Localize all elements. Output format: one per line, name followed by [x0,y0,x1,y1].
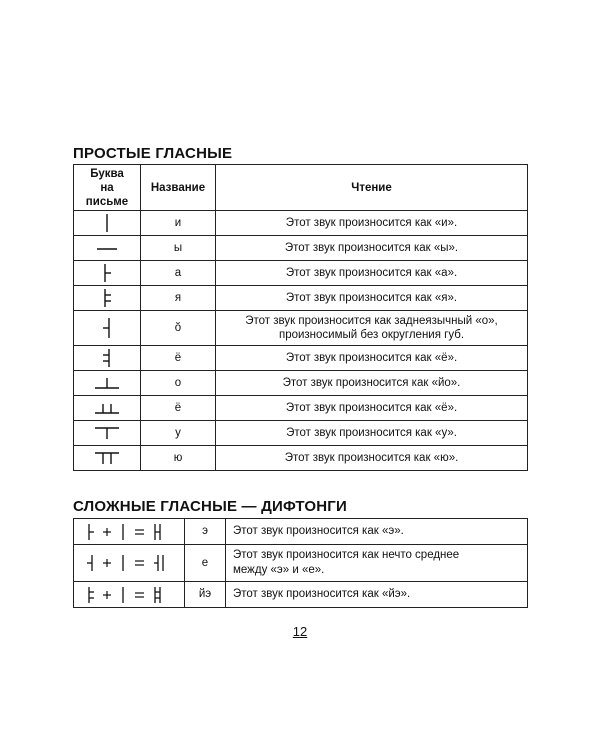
diphthongs-title: СЛОЖНЫЕ ГЛАСНЫЕ — ДИФТОНГИ [73,498,347,515]
vowel-letter-cell [74,371,141,396]
diphthong-name: е [185,545,226,582]
page-number: 12 [292,624,308,639]
table-row [74,286,528,311]
diphthong-formula [74,519,185,545]
vowel-letter-cell [74,396,141,421]
table-header-row [74,165,528,211]
simple-vowels-table [73,164,528,471]
hangul-formula-ae [83,522,175,542]
table-row [74,545,528,582]
table-row [74,236,528,261]
diphthong-reading-line1: Этот звук произносится как нечто среднее [233,549,460,561]
vowel-name: я [141,286,216,311]
vowel-reading-line2: произносимый без округления губ. [278,329,465,341]
diphthong-reading-line2: между «э» и «е». [233,564,325,576]
header-letter [74,165,141,211]
hangul-formula-yae [83,585,175,605]
vowel-letter-cell [74,311,141,346]
vowel-name: у [141,421,216,446]
vowel-letter-cell [74,261,141,286]
table-row [74,211,528,236]
hangul-yo-glyph [94,398,120,418]
header-letter-line2: на [100,181,114,194]
hangul-a-glyph [96,263,118,283]
vowel-reading: Этот звук произносится как «я». [216,286,528,311]
vowel-reading: Этот звук произносится как «у». [216,421,528,446]
hangul-eo-glyph [96,317,118,339]
vowel-name: и [141,211,216,236]
hangul-u-glyph [94,423,120,443]
hangul-yu-glyph [94,448,120,468]
vowel-reading: Этот звук произносится как «йо». [216,371,528,396]
vowel-name: ю [141,446,216,471]
vowel-name: ŏ [141,311,216,346]
diphthong-formula [74,582,185,608]
vowel-reading-line1: Этот звук произносится как заднеязычный «о», [245,315,498,327]
diphthong-reading: Этот звук произносится как «э». [226,519,528,545]
vowel-name: ё [141,396,216,421]
vowel-letter-cell [74,446,141,471]
vowel-name: ё [141,346,216,371]
diphthong-formula [74,545,185,582]
diphthong-reading [226,545,528,582]
hangul-ya-glyph [96,288,118,308]
vowel-name: ы [141,236,216,261]
vowel-letter-cell [74,286,141,311]
table-row [74,261,528,286]
table-row [74,346,528,371]
vowel-letter-cell [74,236,141,261]
diphthong-name: э [185,519,226,545]
table-row [74,396,528,421]
simple-vowels-title: ПРОСТЫЕ ГЛАСНЫЕ [73,145,233,162]
table-row [74,446,528,471]
vowel-reading: Этот звук произносится как «и». [216,211,528,236]
vowel-reading: Этот звук произносится как «ё». [216,396,528,421]
vowel-reading: Этот звук произносится как «ы». [216,236,528,261]
diphthong-name: йэ [185,582,226,608]
vowel-letter-cell [74,346,141,371]
table-row [74,371,528,396]
header-name: Название [141,165,216,211]
vowel-reading: Этот звук произносится как «ю». [216,446,528,471]
vowel-letter-cell [74,421,141,446]
vowel-reading [216,311,528,346]
table-row [74,421,528,446]
header-letter-line3: письме [85,195,129,208]
hangul-formula-e [83,553,175,573]
hangul-o-glyph [94,373,120,393]
vowel-reading: Этот звук произносится как «ё». [216,346,528,371]
diphthong-reading: Этот звук произносится как «йэ». [226,582,528,608]
vowel-name: а [141,261,216,286]
table-row [74,311,528,346]
table-row [74,582,528,608]
hangul-eu-glyph [96,238,118,258]
vowel-letter-cell [74,211,141,236]
hangul-yeo-glyph [96,348,118,368]
hangul-i-glyph [96,213,118,233]
vowel-reading: Этот звук произносится как «а». [216,261,528,286]
vowel-name: о [141,371,216,396]
header-reading: Чтение [216,165,528,211]
diphthongs-table [73,518,528,608]
table-row [74,519,528,545]
header-letter-line1: Буква [90,167,124,180]
